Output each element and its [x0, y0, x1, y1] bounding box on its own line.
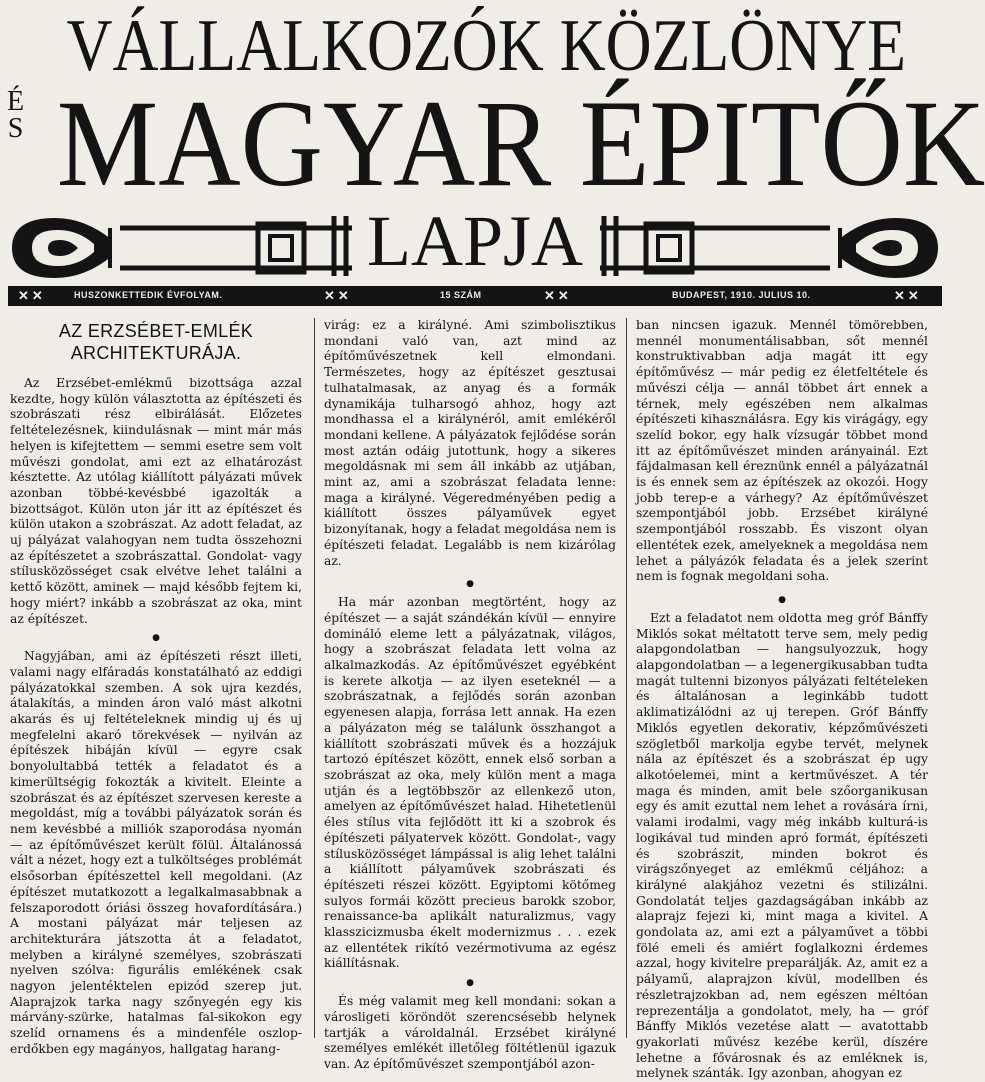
x-ornament-icon: ✕✕ — [324, 288, 352, 303]
article-paragraph: virág: ez a királyné. Ami szimbolisztikus mondani való van, azt mind az építőművészetnek kell elmondani. Természetes, hogy az építészet gesztusai tulhatalmasak, az anyag és a formák dynamikája tulharsogó ahhoz, hogy azt mondhassa el a királynéról, amit emlékéről mondani kellene. A pályázatok fejlődése során most aztán odáig jutottunk, hogy a sikeres megoldásnak mi sem áll inkább az utjában, mint az, ami a szobrászat feladata lenne: maga a királyné. Végeredményében pedig a kiállított összes pályaművek egyet bizonyítanak, hogy a feladat megoldása nem is építészeti feladat. Legalább is nem kizárólag az. — [324, 318, 616, 568]
article-column-2 — [324, 318, 616, 1071]
article-paragraph: ban nincsen igazuk. Mennél tömörebben, mennél monumentálisabban, sőt mennél konstruktivabban adja magát itt egy építőművész — már pedig ez életfeltétele és művészi célja — annál többet árt ennek a térnek, mely egészében nem alkalmas építészeti kihasználásra. Egy kis virágágy, egy szelíd bokor, egy halk vízsugár többet mond itt az építőművészet minden arányainál. Ezt fájdalmasan kell éreznünk ennél a pályázatnál is és ennek sem az építészek az okozói. Hogy jobb terep-e a várhegy? Az építőművészet szempontjából jobb. Erzsébet királyné szempontjából rosszabb. És viszont olyan ellentétek ezek, amelyeknek a megoldása nem lehet a pályázók feladata és a jelek szerint nem is fognak megoldani soha. — [636, 318, 928, 584]
masthead-es — [0, 86, 31, 140]
article-headline: AZ ERZSÉBET-EMLÉK ARCHITEKTURÁJA. — [58, 321, 254, 363]
article-column-1 — [10, 318, 302, 1056]
section-bullet-icon: ● — [152, 633, 160, 644]
column-rule — [314, 318, 315, 1038]
x-ornament-icon: ✕✕ — [18, 288, 46, 303]
article-paragraph: Az Erzsébet-emlékmű bizottsága azzal kezdte, hogy külön választotta az építészeti és szobrászati rész elbirálását. Előzetes feltételezésnek, kiindulásnak — mint már más helyen is kifejtettem — semmi esetre sem volt művészi gondolat, ami ezt az elhatározást késztette. Az utólag kiállított pályázati művek azonban többé-kevésbbé igazolták a bizottságot. Külön uton jár itt az építészet és külön utakon a szobrászat. Az adott feladat, az uj pályázat valahogyan nem tudta összehozni az építészetet a szobrászattal. Gondolat- vagy stílusközösséget csak elvétve lehet találni a kettő között, aminek — majd később fejtem ki, hogy miért? inkább a szobrászat az oka, mint az építészet. — [10, 376, 302, 626]
issue-number: 15 SZÁM — [440, 290, 482, 300]
x-ornament-icon: ✕✕ — [544, 288, 572, 303]
section-bullet-icon: ● — [466, 579, 474, 590]
article-paragraph: Ezt a feladatot nem oldotta meg gróf Bánffy Miklós sokat méltatott terve sem, mely pedig alapgondolatban — hangsulyozzuk, hogy alapgondolatban — a legenergikusabban tudta magát tultenni bizonyos pályázati feltételeken és általánosan a leginkább tudott aklimatizálódni az uj terepen. Gróf Bánffy Miklós egyetlen dekorativ, képzőművészeti szögletből markolja egybe tervét, melynek nála az építészet és a szobrászat ép ugy alkotóelemei, mint a kertművészet. A tér maga és minden, amit bele szőorganikusan egy és amit ezuttal nem lehet a rovására írni, valami irodalmi, vagy még inkább kulturá-is logikával tud minden apró formát, építészeti és szobrászit, minden bokrot és virágszőnyeget az emlékmű céljához: a királyné alakjához vezetni és stilizálni. Gondolatát teljes gazdagságában inkább az alaprajz fejezi ki, mint maga a kivitel. A gondolata az, ami ezt a pályaművet a többi fölé emeli és amiért foglalkozni érdemes azzal, hogy kivitelre preparálják. Az, amit ez a pályamű, alaprajzon kívül, modellben és részletrajzokban ad, nem egészen méltóan reprezentálja a gondolatot, mely, ha — gróf Bánffy Miklós vezetése alatt — avatottabb gyakorlati művész kezébe kerül, díszére lehetne a fővárosnak és az emléknek is, melynek szánták. Igy azonban, ahogyan ez — [636, 610, 928, 1081]
x-ornament-icon: ✕✕ — [894, 288, 922, 303]
column-rule — [626, 318, 627, 1038]
masthead-title-line2: MAGYAR ÉPITŐK — [56, 75, 985, 212]
article-paragraph: És még valamit meg kell mondani: sokan a városligeti köröndöt szerencsésebb helynek tartják a vároldalnál. Erzsébet királyné személyes emlékét illetőleg föltétlenül igazuk van. Az építőművészet szempontjából azon- — [324, 994, 616, 1071]
section-bullet-icon: ● — [466, 978, 474, 989]
masthead — [0, 0, 985, 285]
article-column-3 — [636, 318, 928, 1081]
section-bullet-icon: ● — [778, 594, 786, 605]
info-bar — [8, 286, 942, 306]
article-paragraph: Nagyjában, ami az építészeti részt illeti, valami nagy elfáradás konstatálható az eddigi pályázatokkal szemben. A sok ujra kezdés, átalakítás, a minden áron való mást alkotni akarás és uj feltételeknek mindig uj és uj megfelelni akaró törekvések — nyilván az építészek hibáján kívül — egyre csak bonyolultabbá tették a feladatot és a kimerültségig fokozták a kivitelt. Eleinte a szobrászat és az építészet szervesen kereste a megoldást, míg a további pályázatok során és nem kevésbbé a milliók szaporodása nyomán — az építőművészet került fölül. Általánossá vált a nézet, hogy ezt a tulköltséges problémát elsősorban építészettel kell megoldani. (Az építészet mutatkozott a legalkalmasabbnak a felszaporodott óriási összeg hovafordítására.) A mostani pályázat már teljesen az architekturára játszotta át a feladatot, melyben a királyné személyes, szobrászati nyelven szólva: figurális emlékének csak nagyon jelentéktelen epizód szerep jut. Alaprajzok tarka nagy szőnyegén egy kis márvány-szürke, hatalmas fal-sikokon egy szelíd ornamens és a mindenféle oszlop-erdőkben egy magányos, hallgatag harang- — [10, 649, 302, 1056]
volume-label: HUSZONKETTEDIK ÉVFOLYAM. — [74, 290, 223, 300]
dateline: BUDAPEST, 1910. JULIUS 10. — [672, 290, 811, 300]
masthead-es-text: ÉS — [0, 86, 31, 140]
article-paragraph: Ha már azonban megtörtént, hogy az építészet — a saját szándékán kívül — ennyire domináló eleme lett a pályázatnak, világos, hogy a szobrászat feladata lett volna az alkalmazkodás. Az építőművészet egyébként is kerete alkotja — az ilyen eseteknél — a szobrászatnak, a fejlődés során azonban egyenesen alapja, forrása lett annak. Ha ezen a pályázaton még se találunk összhangot a kiállított szobrászati művek és a hozzájuk tartozó építészet között, ennek első sorban a szobrászat az oka, mely külön ment a maga utján és a legtöbbször az ellenkező uton, amelyen az építőművészet halad. Hihetetlenül éles stílus vita fejlődött itt ki a szobrok és építészeti pályatervek között. Gondolat-, vagy stílusközösséget lámpással is alig lehet találni a kiállított pályaművek szobrászati és építészeti részei között. Egyiptomi kötőmeg sulyos formái között precieus barokk szobor, renaissance-ba aplikált naturalizmus, vagy klasszicizmusba ékelt modernizmus . . . ezek az ellentétek rikító vezérmotivuma az egész kiállításnak. — [324, 595, 616, 971]
masthead-title-line1: VÁLLALKOZÓK KÖZLÖNYE — [66, 5, 907, 87]
masthead-title-line3: LAPJA — [366, 201, 584, 281]
